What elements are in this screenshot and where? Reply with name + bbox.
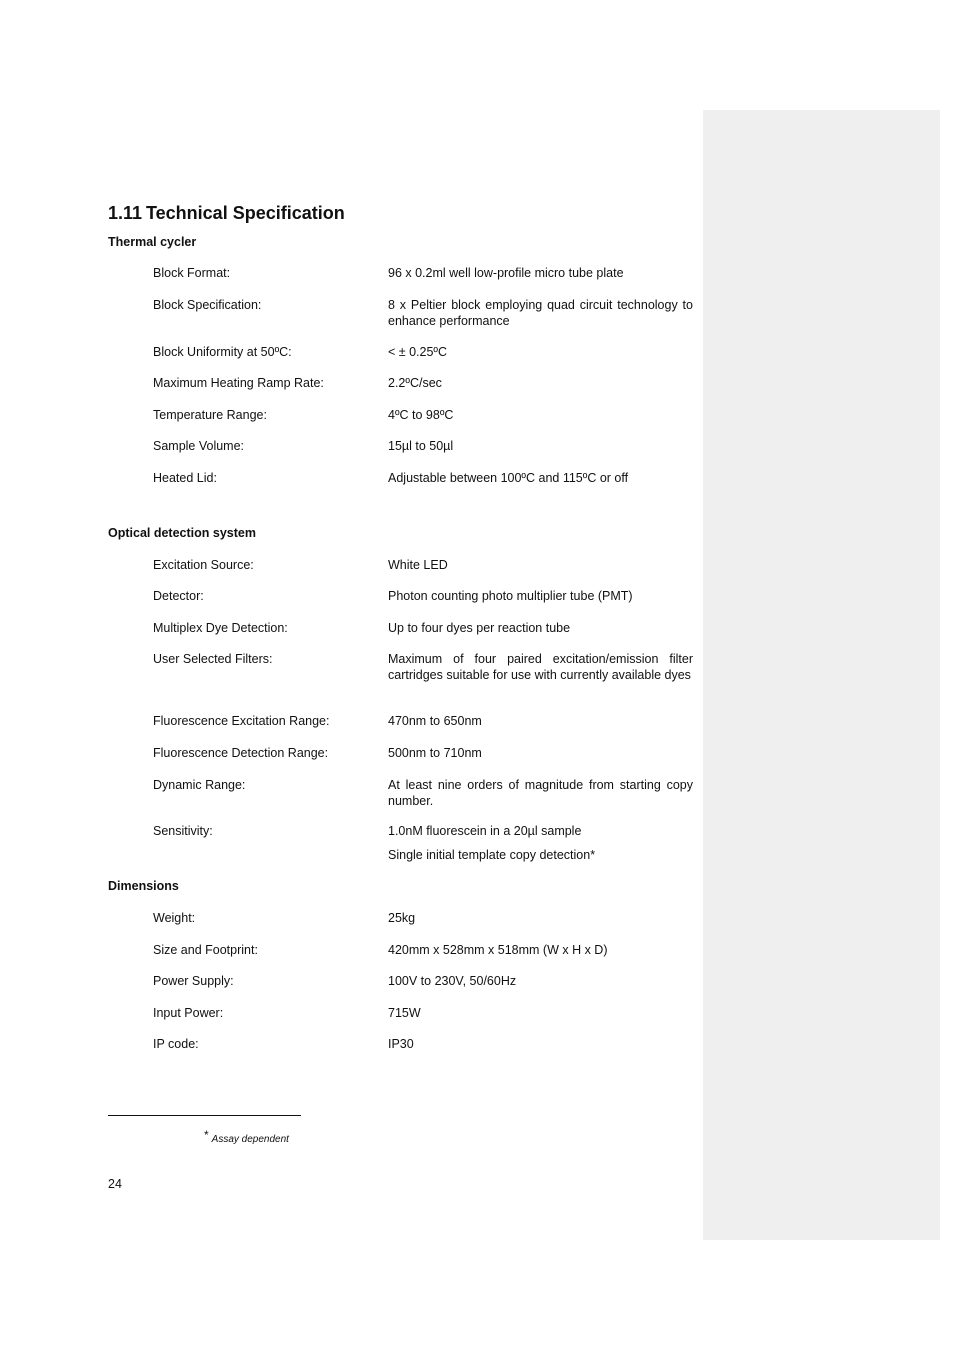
spec-value: 500nm to 710nm <box>388 746 482 760</box>
spec-label: Multiplex Dye Detection: <box>153 621 288 635</box>
spec-label: Sensitivity: <box>153 824 213 838</box>
thermal-cycler-heading: Thermal cycler <box>108 235 197 249</box>
spec-value: At least nine orders of magnitude from starting copy number. <box>388 778 693 808</box>
spec-value: 8 x Peltier block employing quad circuit technology to enhance performance <box>388 298 693 328</box>
spec-label: Size and Footprint: <box>153 943 258 957</box>
spec-value: Photon counting photo multiplier tube (PMT) <box>388 589 633 603</box>
spec-label: Fluorescence Detection Range: <box>153 746 329 760</box>
spec-label: Input Power: <box>153 1006 224 1020</box>
spec-value: 96 x 0.2ml well low-profile micro tube plate <box>388 266 624 280</box>
spec-value: 470nm to 650nm <box>388 714 482 728</box>
footnote-text: Assay dependent <box>211 1134 289 1145</box>
spec-label: Block Uniformity at 50ºC: <box>153 345 292 359</box>
section-number: 1.11 <box>108 203 143 223</box>
spec-label: Power Supply: <box>153 974 234 988</box>
spec-value: 15µl to 50µl <box>388 439 454 453</box>
spec-value: 715W <box>388 1006 421 1020</box>
spec-value: 100V to 230V, 50/60Hz <box>388 974 517 988</box>
spec-label: Excitation Source: <box>153 558 254 572</box>
spec-value: 25kg <box>388 911 416 925</box>
footnote-mark: * <box>204 1128 209 1142</box>
spec-label: Block Specification: <box>153 298 262 312</box>
spec-label: Dynamic Range: <box>153 778 246 792</box>
spec-label: Sample Volume: <box>153 439 245 453</box>
spec-label: Detector: <box>153 589 204 603</box>
spec-value: White LED <box>388 558 448 572</box>
spec-label: Fluorescence Excitation Range: <box>153 714 330 728</box>
spec-label: Temperature Range: <box>153 408 267 422</box>
spec-value: IP30 <box>388 1037 414 1051</box>
spec-value-extra: Single initial template copy detection* <box>388 848 596 862</box>
spec-label: User Selected Filters: <box>153 652 273 666</box>
spec-label: Weight: <box>153 911 196 925</box>
spec-label: Block Format: <box>153 266 231 280</box>
page-number: 24 <box>108 1177 122 1191</box>
comment-pane <box>703 110 940 1240</box>
spec-value: 1.0nM fluorescein in a 20µl sample <box>388 824 582 838</box>
spec-value: Up to four dyes per reaction tube <box>388 621 571 635</box>
spec-label: Maximum Heating Ramp Rate: <box>153 376 324 390</box>
footnote-divider <box>108 1115 301 1116</box>
spec-label: Heated Lid: <box>153 471 217 485</box>
section-title <box>108 203 345 224</box>
spec-label: IP code: <box>153 1037 199 1051</box>
spec-value: 2.2ºC/sec <box>388 376 442 390</box>
spec-value: 4ºC to 98ºC <box>388 408 454 422</box>
footnote <box>204 1128 289 1145</box>
dimensions-heading: Dimensions <box>108 879 179 893</box>
spec-value: < ± 0.25ºC <box>388 345 448 359</box>
spec-value: 420mm x 528mm x 518mm (W x H x D) <box>388 943 608 957</box>
spec-value: Adjustable between 100ºC and 115ºC or off <box>388 471 629 485</box>
section-title-text: Technical Specification <box>146 203 345 223</box>
spec-value: Maximum of four paired excitation/emission filter cartridges suitable for use with currently available dyes <box>388 652 693 682</box>
optical-detection-heading: Optical detection system <box>108 526 256 540</box>
